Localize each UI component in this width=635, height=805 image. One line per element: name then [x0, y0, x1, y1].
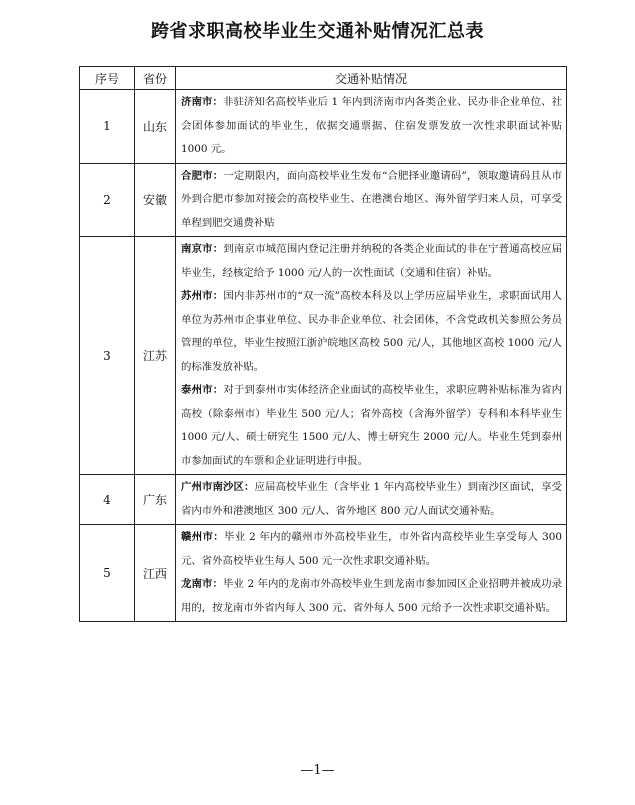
row-number: 3 — [80, 237, 135, 475]
city-entry — [181, 91, 562, 162]
city-name: 广州市南沙区： — [181, 481, 255, 493]
city-entry — [181, 476, 562, 523]
table-row — [80, 163, 567, 237]
city-entry — [181, 238, 562, 285]
row-info — [176, 475, 567, 525]
city-name: 合肥市： — [181, 169, 224, 182]
row-info — [176, 163, 567, 237]
row-province: 江苏 — [135, 237, 176, 475]
city-detail: 毕业 2 年内的龙南市外高校毕业生到龙南市参加园区企业招聘并被成功录用的，按龙南市外省内每人 300 元、省外每人 500 元给予一次性求职交通补贴。 — [181, 578, 563, 614]
city-name: 赣州市： — [181, 531, 224, 543]
city-entry — [181, 285, 562, 379]
city-name: 泰州市： — [181, 384, 224, 396]
row-info — [176, 237, 567, 475]
city-name: 苏州市： — [181, 290, 224, 302]
city-name: 济南市： — [181, 96, 224, 108]
city-detail: 对于到泰州市实体经济企业面试的高校毕业生，求职应聘补贴标准为省内高校（除泰州市）毕业生 500 元/人；省外高校（含海外留学）专科和本科毕业生 1000 元/人、硕士研究生 1500 元/人、博士研究生 2000 元/人。毕业生凭到泰州市参加面试的车票和企业证明进行申报。 — [181, 384, 563, 467]
city-detail: 国内非苏州市的“双一流”高校本科及以上学历应届毕业生，求职面试用人单位为苏州市企事业单位、民办非企业单位、社会团体，不含党政机关参照公务员管理的单位，毕业生按照江浙沪皖地区高校 500 元/人，其他地区高校 1000 元/人的标准发放补贴。 — [181, 290, 563, 373]
row-province: 江西 — [135, 525, 176, 622]
row-info — [176, 525, 567, 622]
row-number: 5 — [80, 525, 135, 622]
city-name: 南京市： — [181, 243, 224, 255]
city-detail: 毕业 2 年内的赣州市外高校毕业生，市外省内高校毕业生享受每人 300 元、省外高校毕业生每人 500 元一次性求职交通补贴。 — [181, 531, 562, 567]
city-entry — [181, 379, 562, 473]
city-name: 龙南市： — [181, 578, 224, 590]
row-province: 安徽 — [135, 163, 176, 237]
page-title: 跨省求职高校毕业生交通补贴情况汇总表 — [151, 21, 484, 42]
table-row — [80, 525, 567, 622]
row-province: 广东 — [135, 475, 176, 525]
row-province: 山东 — [135, 90, 176, 164]
header-number: 序号 — [80, 67, 135, 90]
table-row — [80, 237, 567, 475]
row-info — [176, 90, 567, 164]
city-detail: 非驻济知名高校毕业后 1 年内到济南市内各类企业、民办非企业单位、社会团体参加面试的毕业生，依据交通票据、住宿发票发放一次性求职面试补贴 1000 元。 — [181, 96, 563, 155]
city-entry — [181, 526, 562, 573]
table-row — [80, 90, 567, 164]
city-entry — [181, 165, 562, 236]
city-detail: 一定期限内，面向高校毕业生发布“合肥择业邀请码”，领取邀请码且从市外到合肥市参加对接会的高校毕业生、在港澳台地区、海外留学归来人员，可享受单程到肥交通费补贴 — [181, 169, 563, 229]
table-header-row — [80, 67, 567, 90]
page-number: —1— — [300, 763, 335, 778]
header-province: 省份 — [135, 67, 176, 90]
city-entry — [181, 573, 562, 620]
header-info: 交通补贴情况 — [176, 67, 567, 90]
table-row — [80, 475, 567, 525]
row-number: 2 — [80, 163, 135, 237]
city-detail: 到南京市城范围内登记注册并纳税的各类企业面试的非在宁普通高校应届毕业生，经核定给予 1000 元/人的一次性面试（交通和住宿）补贴。 — [181, 243, 563, 279]
subsidy-table — [79, 66, 567, 622]
row-number: 4 — [80, 475, 135, 525]
row-number: 1 — [80, 90, 135, 164]
city-detail: 应届高校毕业生（含毕业 1 年内高校毕业生）到南沙区面试，享受省内市外和港澳地区 300 元/人、省外地区 800 元/人面试交通补贴。 — [181, 481, 563, 517]
